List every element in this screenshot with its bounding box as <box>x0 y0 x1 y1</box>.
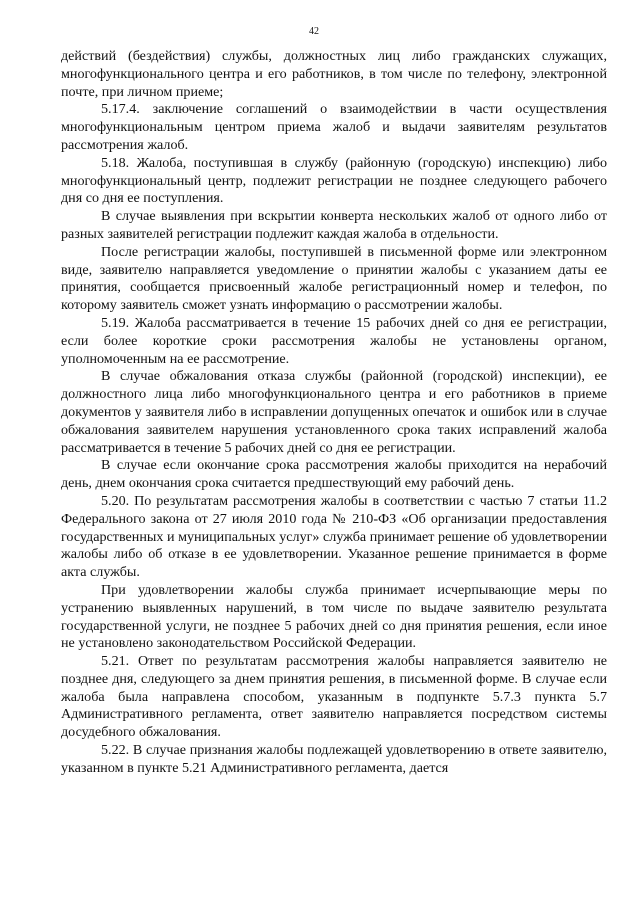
paragraph-multiple-complaints: В случае выявления при вскрытии конверта нескольких жалоб от одного либо от разных заявителей регистрации подлежит каждая жалоба в отдельности. <box>61 208 607 242</box>
paragraph-complaint-channels-continuation: действий (бездействия) службы, должностных лиц либо гражданских служащих, многофункционального центра и его работников, в том числе по телефону, электронной почте, при личном приеме; <box>61 48 607 100</box>
paragraph-5-18: 5.18. Жалоба, поступившая в службу (районную (городскую) инспекцию) либо многофункциональный центр, подлежит регистрации не позднее следующего рабочего дня со дня ее поступления. <box>61 154 607 207</box>
paragraph-nonworking-day: В случае если окончание срока рассмотрения жалобы приходится на нерабочий день, днем окончания срока считается предшествующий ему рабочий день. <box>61 457 607 492</box>
body-text <box>61 48 607 778</box>
paragraph-5-19: 5.19. Жалоба рассматривается в течение 15 рабочих дней со дня ее регистрации, если более короткие сроки рассмотрения жалобы не установлены органом, уполномоченным на ее рассмотрение. <box>61 314 607 367</box>
paragraph-5-21: 5.21. Ответ по результатам рассмотрения жалобы направляется заявителю не позднее дня, следующего за днем принятия решения, в письменной форме. В случае если жалоба была направлена способом, указанным в подпункте 5.7.3 пункта 5.7 Административного регламента, ответ заявителю направляется посредством системы досудебного обжалования. <box>61 653 607 741</box>
paragraph-refusal-appeal: В случае обжалования отказа службы (районной (городской) инспекции), ее должностного лица либо многофункционального центра и его работников в приеме документов у заявителя либо в исправлении допущенных опечаток и ошибок или в случае обжалования заявителем нарушения установленного срока таких исправлений жалоба рассматривается в течение 5 рабочих дней со дня ее регистрации. <box>61 368 607 456</box>
paragraph-registration-notice: После регистрации жалобы, поступившей в письменной форме или электронном виде, заявителю направляется уведомление о принятии жалобы с указанием даты ее принятия, сообщается присвоенный жалобе регистрационный номер и телефон, по которому заявитель сможет узнать информацию о рассмотрении жалобы. <box>61 243 607 314</box>
paragraph-satisfaction-measures: При удовлетворении жалобы служба принимает исчерпывающие меры по устранению выявленных нарушений, в том числе по выдаче заявителю результата государственной услуги, не позднее 5 рабочих дней со дня принятия решения, если иное не установлено законодательством Российской Федерации. <box>61 581 607 652</box>
paragraph-5-20: 5.20. По результатам рассмотрения жалобы в соответствии с частью 7 статьи 11.2 Федерального закона от 27 июля 2010 года № 210-ФЗ «Об организации предоставления государственных и муниципальных услуг» служба принимает решение об удовлетворении жалобы либо об отказе в ее удовлетворении. Указанное решение принимается в форме акта службы. <box>61 492 607 581</box>
paragraph-5-22: 5.22. В случае признания жалобы подлежащей удовлетворению в ответе заявителю, указанном в пункте 5.21 Административного регламента, дается <box>61 742 607 776</box>
page-number: 42 <box>309 26 319 37</box>
paragraph-5-17-4: 5.17.4. заключение соглашений о взаимодействии в части осуществления многофункциональным центром приема жалоб и выдачи заявителям результатов рассмотрения жалоб. <box>61 101 607 153</box>
